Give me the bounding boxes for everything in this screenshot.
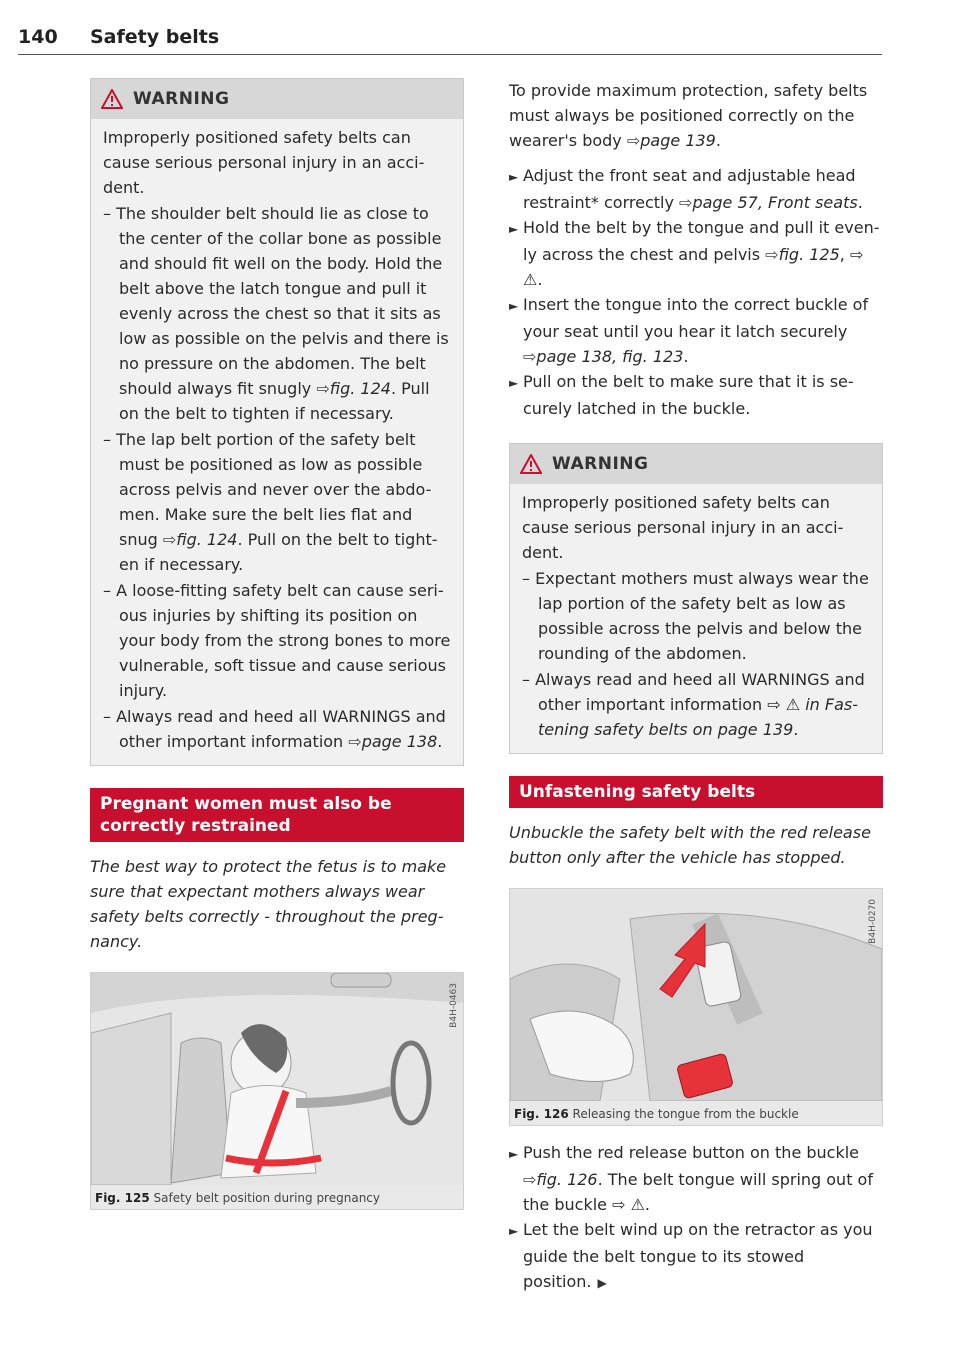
warning-item-text: – The lap belt portion of the safety belt must be positioned as low as possible across pelvis and never over the abdo-men. Make sure the belt lies flat and snug [103, 430, 432, 549]
instruction-step [509, 292, 883, 369]
running-section-title: Safety belts [90, 26, 220, 48]
instruction-step [509, 369, 883, 421]
bullet-arrow-icon: ► [509, 1147, 519, 1161]
figure-caption [510, 1101, 882, 1125]
warning-item [103, 201, 451, 426]
figure-125 [90, 972, 464, 1210]
arrow-icon: ⇨ [765, 245, 779, 264]
figure-126 [509, 888, 883, 1126]
page-number: 140 [18, 26, 58, 48]
step-text-after: . The belt tongue will spring out of the buckle ⇨ ⚠. [523, 1170, 873, 1214]
warning-body [510, 484, 882, 753]
warning-item-text: – Always read and heed all WARNINGS and other important information [103, 707, 446, 751]
arrow-icon: ⇨ [316, 379, 330, 398]
warning-item-text: – The shoulder belt should lie as close to the center of the collar bone as possible and should fit well on the body. Hold the belt above the latch tongue and pull it evenly across the chest so that it sits as low as possible on the pelvis and there is no pressure on the abdomen. The belt should always fit snugly [103, 204, 449, 398]
warning-body [91, 119, 463, 765]
step-text-after: . [857, 193, 863, 212]
cross-reference-link[interactable]: in Fas-tening safety belts on page 139 [538, 695, 858, 739]
cross-reference-link[interactable]: fig. 126 [536, 1170, 598, 1189]
figure-number: Fig. 125 [95, 1191, 150, 1205]
warning-item-text-after: . [437, 732, 443, 751]
cross-reference-link[interactable]: fig. 124 [176, 530, 238, 549]
section-heading-pregnant: Pregnant women must also be correctly restrained [90, 788, 464, 842]
warning-header [91, 79, 463, 119]
warning-header [510, 444, 882, 484]
warning-triangle-icon [101, 89, 123, 109]
warning-item-text-after: . Pull on the belt to tight-en if necessary. [119, 530, 438, 574]
arrow-icon: ⇨ [162, 530, 177, 549]
step-text: Let the belt wind up on the retractor as you guide the belt tongue to its stowed position. [523, 1220, 873, 1291]
instruction-step [509, 1140, 883, 1217]
warning-triangle-icon [520, 454, 542, 474]
cross-reference-link[interactable]: page 139 [640, 131, 716, 150]
arrow-icon: ⇨ [679, 193, 693, 212]
warning-item [522, 566, 870, 666]
right-column [509, 78, 883, 1296]
bullet-arrow-icon: ► [509, 222, 519, 236]
left-column [90, 78, 464, 1210]
intro-text: To provide maximum protection, safety belts must always be positioned correctly on the wearer's body [509, 81, 868, 150]
cross-reference-link[interactable]: page 138 [361, 732, 438, 751]
cross-reference-link[interactable]: fig. 124 [329, 379, 391, 398]
buckle-release-illustration [510, 889, 882, 1101]
warning-item [522, 667, 870, 742]
warning-label: WARNING [133, 89, 230, 109]
instruction-step [509, 1217, 883, 1296]
section-heading-unfastening: Unfastening safety belts [509, 776, 883, 808]
step-text: Push the red release button on the buckle [523, 1143, 860, 1162]
pregnancy-belt-illustration [91, 973, 463, 1185]
warning-item [103, 427, 451, 577]
step-text: Pull on the belt to make sure that it is se-curely latched in the buckle. [523, 372, 854, 418]
warning-intro: Improperly positioned safety belts can cause serious personal injury in an acci-dent. [103, 128, 425, 197]
step-text-after: , ⇨ ⚠. [523, 245, 864, 289]
warning-box [90, 78, 464, 766]
bullet-arrow-icon: ► [509, 376, 519, 390]
instruction-step [509, 163, 883, 215]
step-text: Adjust the front seat and adjustable head restraint* correctly [523, 166, 856, 212]
cross-reference-link[interactable]: fig. 125 [778, 245, 840, 264]
bullet-arrow-icon: ► [509, 1224, 519, 1238]
arrow-icon: ⇨ [348, 732, 362, 751]
section-lead: The best way to protect the fetus is to make sure that expectant mothers always wear safety belts correctly - throughout the preg-nancy. [90, 857, 447, 951]
step-text: Hold the belt by the tongue and pull it even-ly across the chest and pelvis [523, 218, 880, 264]
step-text-after: . [683, 347, 689, 366]
figure-caption-text: Safety belt position during pregnancy [153, 1191, 380, 1205]
warning-item-text-after: . Pull on the belt to tighten if necessary. [119, 379, 430, 423]
warning-item-text-after: . [793, 720, 799, 739]
warning-intro: Improperly positioned safety belts can cause serious personal injury in an acci-dent. [522, 493, 844, 562]
warning-box [509, 443, 883, 754]
cross-reference-link[interactable]: page 57, Front seats [692, 193, 858, 212]
arrow-icon: ⇨ [523, 347, 537, 366]
warning-item-text: – A loose-fitting safety belt can cause seri-ous injuries by shifting its position on your body from the strong bones to more vulnerable, soft tissue and cause serious injury. [103, 581, 451, 700]
intro-paragraph: To provide maximum protection, safety belts must always be positioned correctly on the wearer's body ⇨page 139. [509, 81, 868, 150]
figure-number: Fig. 126 [514, 1107, 569, 1121]
warning-item-text: – Expectant mothers must always wear the lap portion of the safety belt as low as possible across the pelvis and below the rounding of the abdomen. [522, 569, 869, 663]
instruction-step [509, 215, 883, 292]
arrow-icon: ⇨ [523, 1170, 537, 1189]
bullet-arrow-icon: ► [509, 170, 519, 184]
figure-caption-text: Releasing the tongue from the buckle [572, 1107, 799, 1121]
figure-code: B4H-0270 [868, 899, 878, 944]
figure-caption [91, 1185, 463, 1209]
warning-item-text: – Always read and heed all WARNINGS and other important information ⇨ ⚠ [522, 670, 865, 714]
section-lead: Unbuckle the safety belt with the red release button only after the vehicle has stopped. [509, 823, 871, 867]
warning-item [103, 704, 451, 754]
page-header [18, 24, 882, 55]
warning-label: WARNING [552, 454, 649, 474]
continue-arrow-icon: ▶ [597, 1276, 607, 1290]
arrow-icon: ⇨ [626, 131, 641, 150]
figure-code: B4H-0463 [449, 983, 459, 1028]
warning-item [103, 578, 451, 703]
bullet-arrow-icon: ► [509, 299, 519, 313]
cross-reference-link[interactable]: page 138, fig. 123 [536, 347, 684, 366]
step-text: Insert the tongue into the correct buckle of your seat until you hear it latch securely [523, 295, 869, 341]
